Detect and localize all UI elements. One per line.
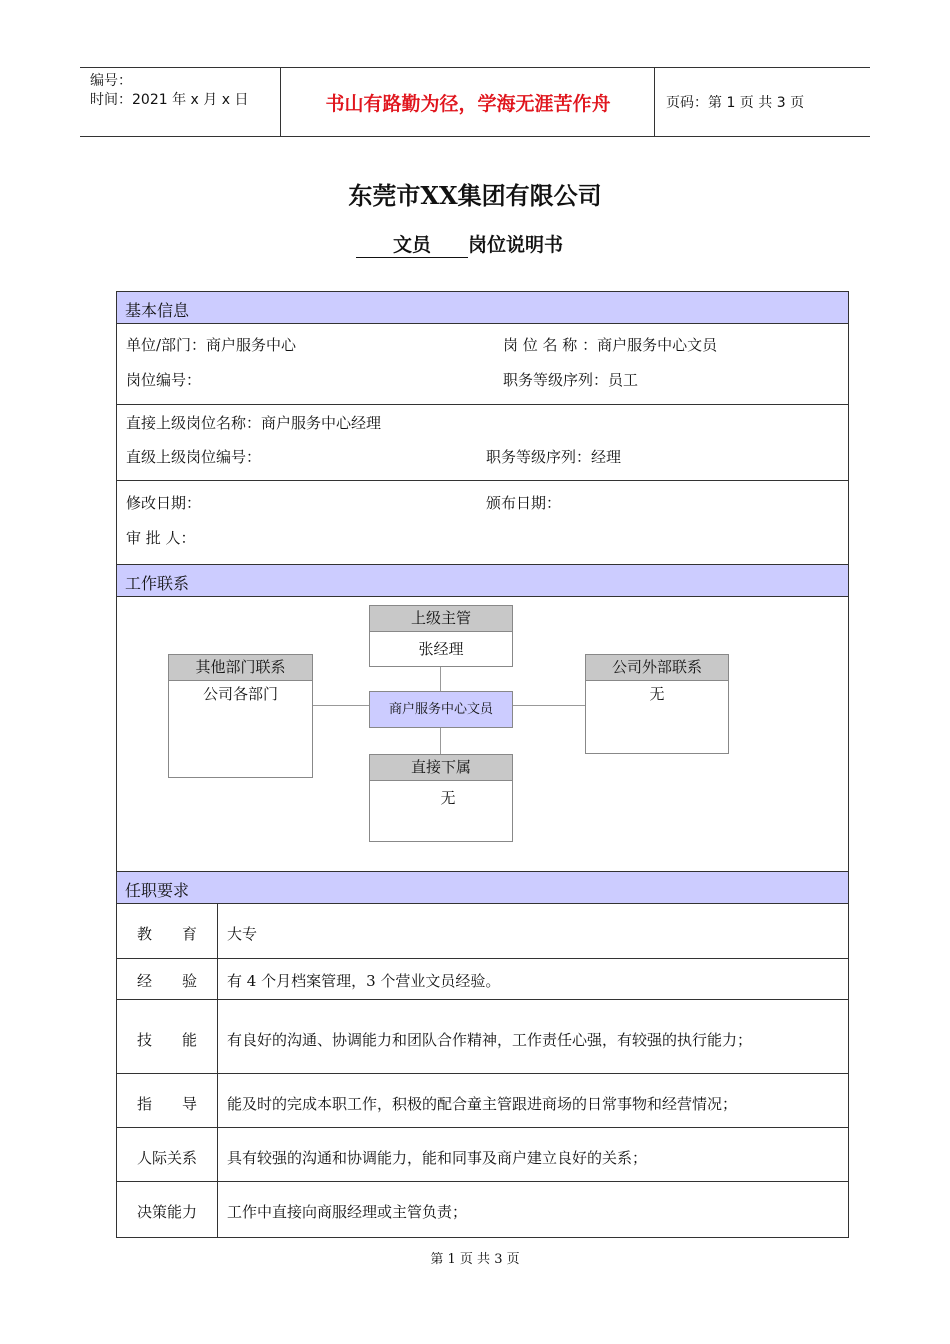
column-divider xyxy=(217,904,218,1237)
subtitle-suffix: 岗位说明书 xyxy=(468,234,564,256)
other-depts-box-value: 公司各部门 xyxy=(202,685,278,703)
publish-date: 颁布日期： xyxy=(486,494,562,512)
header-page-info: 页码：第 1 页 共 3 页 xyxy=(666,95,805,111)
other-depts-box-title: 其他部门联系 xyxy=(169,655,312,681)
subordinates-box xyxy=(369,754,513,842)
document-subtitle xyxy=(356,230,596,258)
header-divider xyxy=(654,68,655,136)
req-value-experience: 有 4 个月档案管理，3 个营业文员经验。 xyxy=(227,972,501,990)
superior-post-number: 直级上级岗位编号： xyxy=(126,448,262,466)
superior-grade: 职务等级序列：经理 xyxy=(486,448,622,466)
page-header xyxy=(80,67,870,137)
req-label-education: 教 育 xyxy=(136,925,197,943)
req-label-decision: 决策能力 xyxy=(136,1203,197,1221)
row-divider xyxy=(117,480,848,481)
superior-box-title: 上级主管 xyxy=(370,606,512,632)
req-value-decision: 工作中直接向商服经理或主管负责； xyxy=(227,1203,468,1221)
req-value-skills: 有良好的沟通、协调能力和团队合作精神，工作责任心强，有较强的执行能力； xyxy=(227,1031,753,1049)
superior-post-name: 直接上级岗位名称：商户服务中心经理 xyxy=(126,414,382,432)
post-number: 岗位编号： xyxy=(126,371,202,389)
document-time: 时间：2021 年 x 月 x 日 xyxy=(90,92,249,108)
row-divider xyxy=(117,1181,848,1182)
post-grade: 职务等级序列：员工 xyxy=(503,371,639,389)
post-name: 岗 位 名 称 ：商户服务中心文员 xyxy=(503,336,718,354)
superior-box xyxy=(369,605,513,667)
external-box-value: 无 xyxy=(649,685,665,703)
connector-line xyxy=(440,728,441,754)
connector-line xyxy=(313,705,369,706)
header-divider xyxy=(280,68,281,136)
approver: 审 批 人： xyxy=(126,529,196,547)
req-label-relations: 人际关系 xyxy=(136,1149,197,1167)
req-label-experience: 经 验 xyxy=(136,972,197,990)
page-footer: 第 1 页 共 3 页 xyxy=(430,1252,520,1267)
header-motto: 书山有路勤为径，学海无涯苦作舟 xyxy=(325,92,611,115)
document-number: 编号： xyxy=(90,73,132,89)
row-divider xyxy=(117,1073,848,1074)
row-divider xyxy=(117,404,848,405)
other-depts-box xyxy=(168,654,313,778)
req-label-skills: 技 能 xyxy=(136,1031,197,1049)
unit-dept: 单位/部门：商户服务中心 xyxy=(126,336,297,354)
external-box-title: 公司外部联系 xyxy=(586,655,728,681)
subordinates-box-title: 直接下属 xyxy=(370,755,512,781)
center-position-box: 商户服务中心文员 xyxy=(369,691,513,728)
section-basic-info: 基本信息 xyxy=(117,292,848,324)
section-requirements: 任职要求 xyxy=(117,872,848,904)
row-divider xyxy=(117,999,848,1000)
row-divider xyxy=(117,1127,848,1128)
company-title: 东莞市XX集团有限公司 xyxy=(348,181,602,210)
connector-line xyxy=(440,664,441,691)
req-value-education: 大专 xyxy=(227,925,258,943)
req-value-guidance: 能及时的完成本职工作，积极的配合童主管跟进商场的日常事物和经营情况； xyxy=(227,1095,738,1113)
subordinates-box-value: 无 xyxy=(440,789,456,807)
header-meta xyxy=(90,72,280,134)
job-description-table xyxy=(116,291,849,1238)
modify-date: 修改日期： xyxy=(126,494,202,512)
req-label-guidance: 指 导 xyxy=(136,1095,197,1113)
connector-line xyxy=(513,705,585,706)
position-name: 文员 xyxy=(356,230,468,258)
external-box xyxy=(585,654,729,754)
superior-box-value: 张经理 xyxy=(418,640,464,658)
row-divider xyxy=(117,958,848,959)
req-value-relations: 具有较强的沟通和协调能力，能和同事及商户建立良好的关系； xyxy=(227,1149,648,1167)
section-work-relations: 工作联系 xyxy=(117,565,848,597)
